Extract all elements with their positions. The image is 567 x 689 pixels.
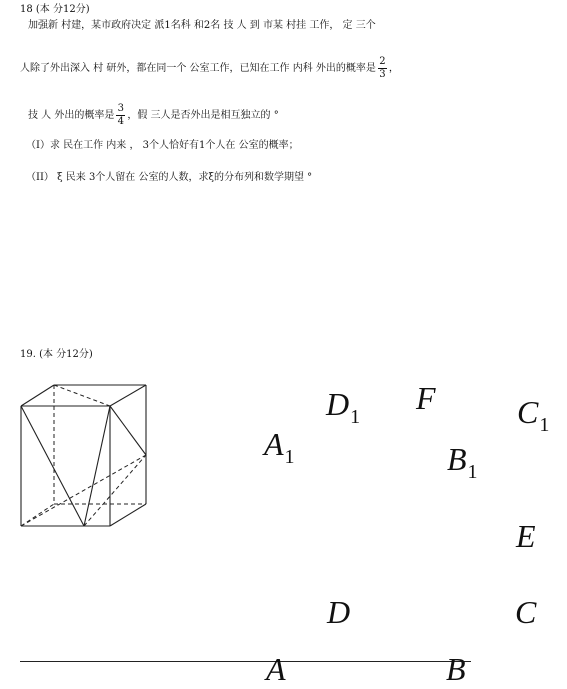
- label-subscript: 1: [350, 406, 361, 428]
- label-e: E: [516, 518, 536, 554]
- diag-top-to-right: [110, 406, 146, 455]
- base-line: [20, 661, 471, 662]
- fraction-denominator: 3: [379, 69, 386, 80]
- edge-top-right: [110, 385, 146, 406]
- diag-b1-to-bottom: [84, 406, 110, 526]
- label-a1: [264, 428, 295, 467]
- label-b1: [447, 443, 478, 482]
- fraction-denominator: 4: [117, 116, 125, 127]
- label-letter: B: [447, 441, 467, 477]
- label-c: C: [515, 594, 537, 630]
- problem18-header: 18 (本 分12分): [20, 4, 90, 15]
- label-d1: [326, 388, 360, 427]
- line2-text: 人除了外出深入 村 研外，都在同一个 公室工作，已知在工作 内科 外出的概率是: [20, 62, 376, 74]
- line2-suffix: ，: [388, 62, 399, 74]
- label-letter: D: [326, 386, 350, 422]
- fraction-numerator: 2: [379, 56, 386, 67]
- fraction-three-quarters: [116, 104, 125, 127]
- edge-top-left: [21, 385, 54, 406]
- problem18-line1: 加强新 村建，某市政府决定 派1名科 和2名 技 人 到 市某 村挂 工作， 定 三个: [28, 20, 376, 31]
- label-b: B: [446, 651, 466, 687]
- label-f: F: [416, 380, 436, 416]
- fraction-two-thirds: [378, 57, 387, 80]
- label-c1: [517, 396, 549, 435]
- prism-diagram: [18, 380, 158, 530]
- problem18-part1: （I）求 民在工作 内来 ， 3个人恰好有1个人在 公室的概率；: [26, 140, 299, 151]
- line3-text: 技 人 外出的概率是: [28, 109, 115, 121]
- label-a: A: [266, 651, 286, 687]
- edge-bottom-right: [110, 504, 146, 526]
- problem18-part2: （II） ξ 民来 3个人留在 公室的人数，求ξ的分布列和数学期望 °: [26, 172, 313, 183]
- hidden-top-diag: [54, 385, 110, 406]
- label-subscript: 1: [539, 414, 550, 436]
- hidden-diag-2: [84, 455, 146, 526]
- label-subscript: 1: [284, 446, 295, 468]
- fraction-numerator: 3: [117, 103, 125, 114]
- label-subscript: 1: [467, 461, 478, 483]
- hidden-bottom-left: [21, 504, 54, 526]
- line3-suffix: ，假 三人是否外出是相互独立的 °: [127, 109, 279, 121]
- label-d: D: [327, 594, 351, 630]
- label-letter: C: [517, 394, 539, 430]
- problem19-header: 19. (本 分12分): [20, 349, 93, 360]
- label-letter: A: [264, 426, 284, 462]
- problem18-line3: [28, 104, 279, 127]
- problem18-line2: [20, 57, 399, 80]
